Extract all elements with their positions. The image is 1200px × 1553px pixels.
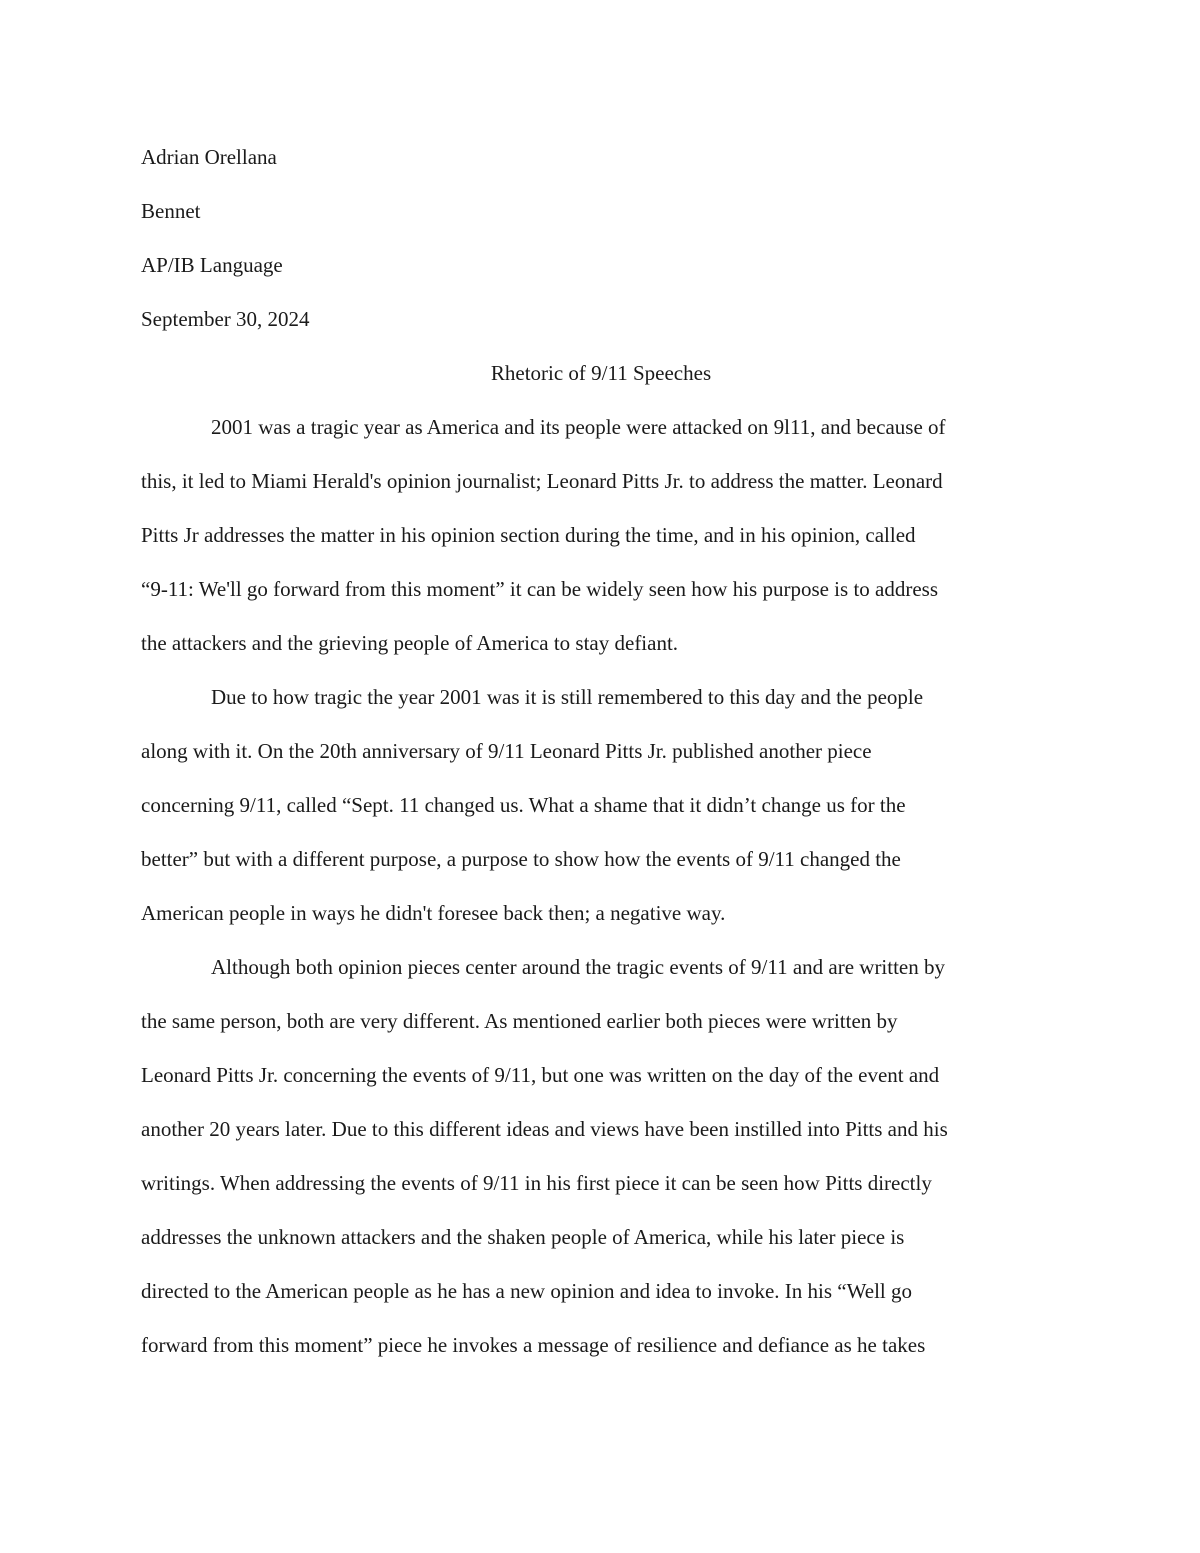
paragraph-line: another 20 years later. Due to this different ideas and views have been instilled into Pitts and his	[141, 1117, 948, 1141]
paragraph-line: concerning 9/11, called “Sept. 11 changed us. What a shame that it didn’t change us for the	[141, 793, 906, 817]
paragraph-line: 2001 was a tragic year as America and its people were attacked on 9l11, and because of	[211, 415, 946, 439]
document-date: September 30, 2024	[141, 307, 310, 331]
instructor-name: Bennet	[141, 199, 201, 223]
paragraph-line: forward from this moment” piece he invokes a message of resilience and defiance as he takes	[141, 1333, 926, 1357]
document-body	[141, 130, 1061, 1372]
paragraph-line: addresses the unknown attackers and the shaken people of America, while his later piece is	[141, 1225, 905, 1249]
paragraph-line: the attackers and the grieving people of America to stay defiant.	[141, 631, 679, 655]
paragraph-2	[141, 670, 1061, 940]
paragraph-line: better” but with a different purpose, a purpose to show how the events of 9/11 changed the	[141, 847, 901, 871]
paragraph-line: Due to how tragic the year 2001 was it is still remembered to this day and the people	[211, 685, 924, 709]
paragraph-line: Although both opinion pieces center around the tragic events of 9/11 and are written by	[211, 955, 946, 979]
document-title: Rhetoric of 9/11 Speeches	[490, 361, 712, 385]
paragraph-3	[141, 940, 1061, 1372]
paragraph-line: directed to the American people as he has a new opinion and idea to invoke. In his “Well go	[141, 1279, 912, 1303]
paragraph-line: Pitts Jr addresses the matter in his opinion section during the time, and in his opinion, called	[141, 523, 916, 547]
paragraph-line: “9-11: We'll go forward from this moment” it can be widely seen how his purpose is to address	[141, 577, 939, 601]
paragraph-line: this, it led to Miami Herald's opinion journalist; Leonard Pitts Jr. to address the matter. Leonard	[141, 469, 943, 493]
paragraph-line: writings. When addressing the events of 9/11 in his first piece it can be seen how Pitts directly	[141, 1171, 932, 1195]
paragraph-line: Leonard Pitts Jr. concerning the events of 9/11, but one was written on the day of the event and	[141, 1063, 940, 1087]
paragraph-line: the same person, both are very different. As mentioned earlier both pieces were written by	[141, 1009, 898, 1033]
student-name: Adrian Orellana	[141, 145, 277, 169]
paragraph-line: along with it. On the 20th anniversary of 9/11 Leonard Pitts Jr. published another piece	[141, 739, 872, 763]
course-name: AP/IB Language	[141, 253, 283, 277]
paragraph-1	[141, 400, 1061, 670]
paragraph-line: American people in ways he didn't foresee back then; a negative way.	[141, 901, 726, 925]
